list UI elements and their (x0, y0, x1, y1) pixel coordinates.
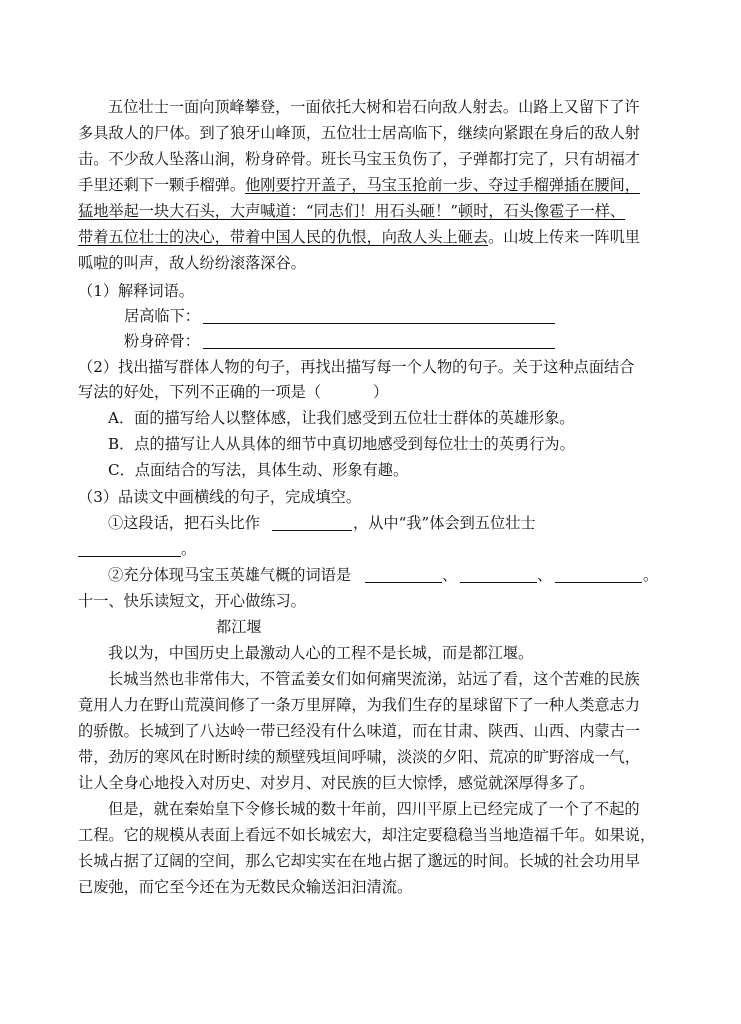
passage-line-4 (78, 175, 640, 195)
answer-blank[interactable] (203, 323, 555, 324)
question-2: （2）找出描写群体人物的句子，再找出描写每一个人物的句子。关于这种点面结合 (78, 358, 635, 376)
article-paragraph-3-line: 长城占据了辽阔的空间，那么它却实实在在地占据了邈远的时间。长城的社会功用早 (78, 852, 640, 870)
article-paragraph-1: 我以为，中国历史上最激动人心的工程不是长城，而是都江堰。 (108, 644, 534, 662)
passage-text: 手里还剩下一颗手榴弹。 (78, 176, 246, 194)
answer-blank[interactable] (365, 582, 442, 583)
section-heading: 十一、快乐读短文，开心做练习。 (78, 592, 306, 610)
separator: 、 (442, 566, 458, 584)
question-text: ，从中“我”体会到五位壮士 (353, 514, 536, 532)
passage-line-7: 呱啦的叫声，敌人纷纷滚落深谷。 (78, 254, 306, 272)
passage-text: 。山坡上传来一阵叽里 (488, 228, 640, 246)
answer-blank[interactable] (272, 530, 352, 531)
article-paragraph-3-line: 但是，就在秦始皇下令修长城的数十年前，四川平原上已经完成了一个了不起的 (108, 800, 640, 818)
separator: 、 (537, 566, 553, 584)
answer-blank[interactable] (203, 348, 555, 349)
option-c: C．点面结合的写法，具体生动、形象有趣。 (108, 461, 409, 479)
article-paragraph-3-line: 工程。它的规模从表面上看远不如长城宏大，却注定要稳稳当当地造福千年。如果说， (78, 826, 656, 844)
question-text: ①这段话，把石头比作 (108, 514, 260, 532)
article-paragraph-2-line: 的骄傲。长城到了八达岭一带已经没有什么味道，而在甘肃、陕西、山西、内蒙古一 (78, 722, 640, 740)
term-label: 粉身碎骨： (124, 332, 200, 350)
article-paragraph-2-line: 让人全身心地投入对历史、对岁月、对民族的巨大惊悸，感觉就深厚得多了。 (78, 774, 595, 792)
end-mark: 。 (643, 566, 659, 584)
article-paragraph-2-line: 长城当然也非常伟大，不管孟姜女们如何痛哭流涕，站远了看，这个苦难的民族 (108, 670, 640, 688)
passage-line-6 (78, 227, 640, 247)
question-2-line-2 (78, 382, 388, 402)
question-3: （3）品读文中画横线的句子，完成填空。 (78, 488, 362, 506)
article-paragraph-3-line: 已废弛，而它至今还在为无数民众输送汩汩清流。 (78, 878, 413, 896)
answer-blank[interactable] (460, 582, 537, 583)
question-3-2: ②充分体现马宝玉英雄气概的词语是 (108, 566, 351, 584)
question-1: （1）解释词语。 (78, 282, 194, 300)
question-text: 。 (181, 540, 197, 558)
question-text: ） (373, 383, 389, 401)
article-title: 都江堰 (216, 618, 262, 636)
passage-line-3: 击。不少敌人坠落山涧，粉身碎骨。班长马宝玉负伤了，子弹都打完了，只有胡福才 (78, 150, 640, 168)
question-3-1 (108, 513, 260, 533)
answer-blank[interactable] (555, 582, 642, 583)
underlined-sentence: 带着五位壮士的决心，带着中国人民的仇恨，向敌人头上砸去 (78, 228, 489, 246)
underlined-sentence: 他刚要拧开盖子，马宝玉抢前一步、夺过手榴弹插在腰间， (245, 176, 640, 194)
article-paragraph-2-line: 带，劲厉的寒风在时断时续的颓壁残垣间呼啸，淡淡的夕阳、荒凉的旷野溶成一气， (78, 748, 640, 766)
answer-blank[interactable] (78, 556, 181, 557)
underlined-sentence: 猛地举起一块大石头，大声喊道：“同志们！用石头砸！”顿时，石头像雹子一样、 (78, 202, 626, 220)
passage-line-2: 多具敌人的尸体。到了狼牙山峰顶，五位壮士居高临下，继续向紧跟在身后的敌人射 (78, 124, 640, 142)
question-text: 写法的好处，下列不正确的一项是（ (78, 383, 321, 401)
option-a: A．面的描写给人以整体感，让我们感受到五位壮士群体的英雄形象。 (108, 409, 575, 427)
term-label: 居高临下： (124, 307, 200, 325)
article-paragraph-2-line: 竟用人力在野山荒漠间修了一条万里屏障，为我们生存的星球留下了一种人类意志力 (78, 696, 640, 714)
passage-line-1: 五位壮士一面向顶峰攀登，一面依托大树和岩石向敌人射去。山路上又留下了许 (108, 98, 640, 116)
option-b: B．点的描写让人从具体的细节中真切地感受到每位壮士的英勇行为。 (108, 435, 575, 453)
